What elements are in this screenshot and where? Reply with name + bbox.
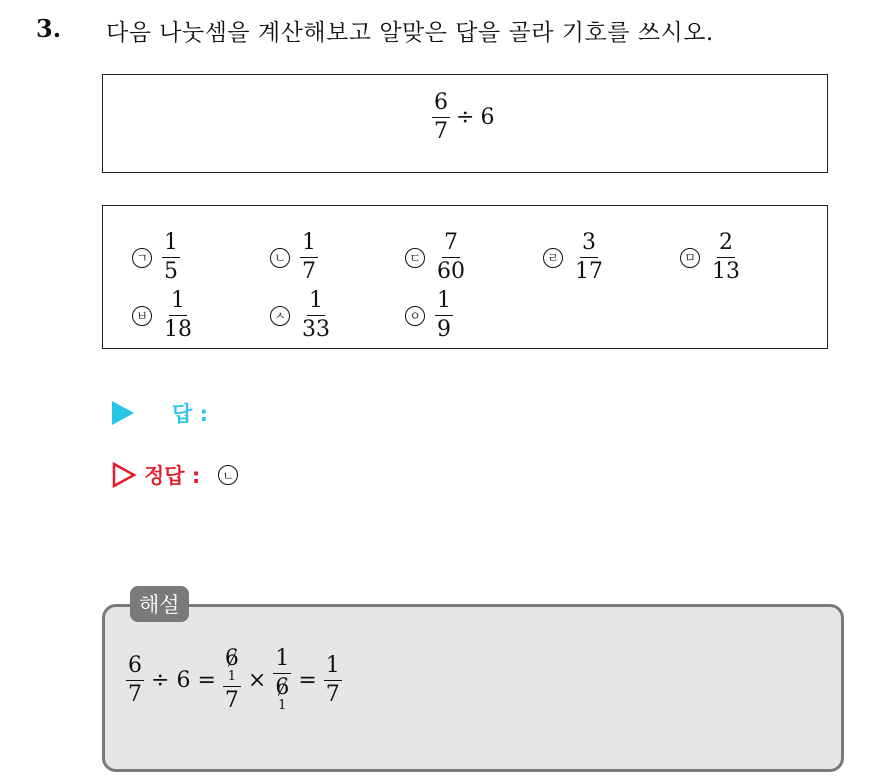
choice-numerator: 7 — [442, 232, 460, 258]
answer-label: 답 : — [172, 402, 208, 426]
solution-numerator: 1 — [273, 648, 291, 674]
choice-item[interactable] — [270, 290, 332, 341]
choice-numerator: 1 — [300, 232, 318, 258]
cancelled-six: 6 — [275, 675, 290, 700]
choice-fraction — [300, 232, 318, 283]
choice-fraction — [162, 290, 194, 341]
problem-numerator: 6 — [432, 92, 450, 118]
correct-answer-label: 정답 : — [144, 464, 201, 488]
choice-fraction — [710, 232, 742, 283]
choice-fraction — [162, 232, 180, 283]
choice-denominator: 5 — [164, 259, 178, 284]
choice-denominator: 17 — [575, 259, 603, 284]
solution-numerator: 6 — [126, 655, 144, 681]
choice-numerator: 1 — [307, 290, 325, 316]
choice-mark: ㅇ — [405, 306, 425, 326]
problem-divisor: 6 — [480, 105, 495, 130]
solution-tag: 해설 — [130, 586, 189, 622]
choice-denominator: 9 — [437, 317, 451, 342]
question-text: 다음 나눗셈을 계산해보고 알맞은 답을 골라 기호를 쓰시오. — [106, 20, 714, 46]
choice-fraction — [435, 232, 467, 283]
cancelled-six: 6 — [224, 646, 239, 671]
choice-fraction — [300, 290, 332, 341]
choice-mark: ㄹ — [543, 248, 563, 268]
choice-mark: ㄷ — [405, 248, 425, 268]
choice-item[interactable] — [680, 232, 742, 283]
reduced-one: 1 — [227, 669, 237, 684]
question-number: 3. — [36, 14, 62, 43]
choice-mark: ㄱ — [132, 248, 152, 268]
correct-answer-mark: ㄴ — [218, 465, 238, 485]
choice-numerator: 3 — [580, 232, 598, 258]
choice-numerator: 1 — [162, 232, 180, 258]
choice-numerator: 1 — [169, 290, 187, 316]
choice-mark: ㅁ — [680, 248, 700, 268]
choice-fraction — [573, 232, 605, 283]
choice-item[interactable] — [270, 232, 318, 283]
solution-divide: ÷ — [151, 667, 170, 693]
problem-denominator: 7 — [434, 119, 448, 144]
choice-fraction — [435, 290, 453, 341]
choice-denominator: 13 — [712, 259, 740, 284]
choice-mark: ㅂ — [132, 306, 152, 326]
solution-fraction-1 — [126, 652, 144, 707]
choice-item[interactable] — [132, 290, 194, 341]
solution-numerator-cancelled — [223, 648, 241, 687]
solution-result — [324, 652, 342, 707]
solution-six: 6 — [176, 667, 191, 693]
choice-numerator: 2 — [717, 232, 735, 258]
solution-fraction-3 — [273, 648, 291, 712]
choice-item[interactable] — [405, 232, 467, 283]
choice-denominator: 7 — [302, 259, 316, 284]
choice-item[interactable] — [405, 290, 453, 341]
choice-mark: ㅅ — [270, 306, 290, 326]
solution-equals: = — [197, 667, 216, 693]
choice-mark: ㄴ — [270, 248, 290, 268]
result-denominator: 7 — [325, 681, 340, 707]
solution-denominator: 7 — [128, 681, 142, 707]
choice-denominator: 33 — [302, 317, 330, 342]
correct-answer-row — [112, 460, 238, 490]
choice-item[interactable] — [132, 232, 180, 283]
choice-denominator: 18 — [164, 317, 192, 342]
divide-operator: ÷ — [456, 105, 475, 130]
solution-denominator-cancelled — [273, 674, 291, 712]
reduced-one: 1 — [278, 698, 287, 713]
problem-expression — [432, 92, 494, 143]
solution-denominator: 7 — [224, 688, 239, 713]
triangle-right-filled-icon — [112, 401, 134, 425]
solution-fraction-2 — [223, 648, 241, 712]
choice-numerator: 1 — [435, 290, 453, 316]
solution-expression — [126, 648, 342, 712]
choice-item[interactable] — [543, 232, 605, 283]
choice-denominator: 60 — [437, 259, 465, 284]
result-numerator: 1 — [324, 655, 342, 681]
triangle-right-outline-icon — [112, 462, 136, 488]
answer-row — [112, 398, 208, 428]
solution-times: × — [247, 667, 267, 693]
solution-equals: = — [298, 667, 317, 693]
problem-fraction — [432, 92, 450, 143]
